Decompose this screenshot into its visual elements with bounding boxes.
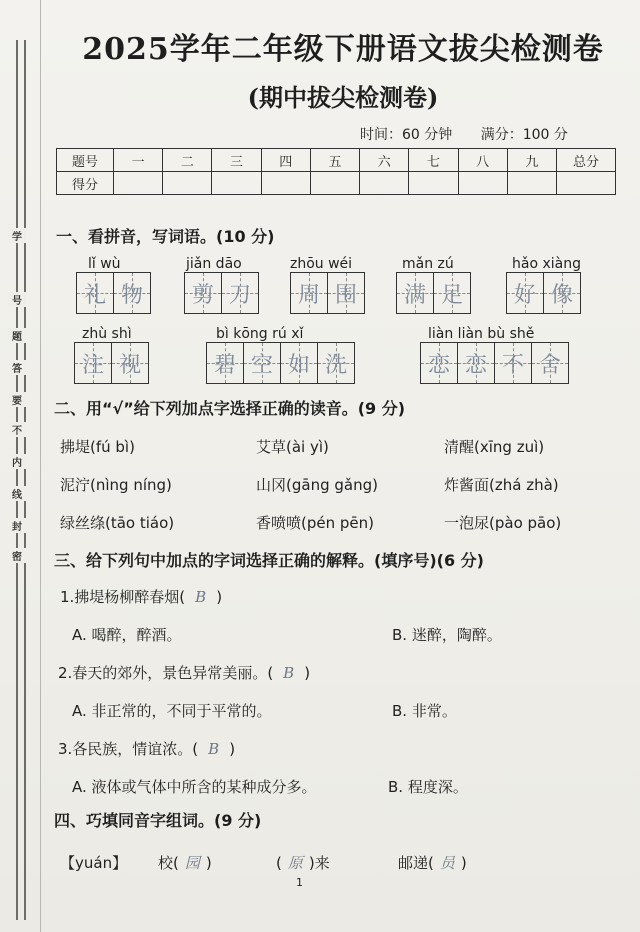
question-text: 3.各民族，情谊浓。(	[58, 740, 199, 758]
score-table-cell: 一	[114, 149, 163, 172]
score-table-cell: 八	[458, 149, 507, 172]
score-table-cell: 总分	[557, 149, 616, 172]
spine-char: 要	[8, 392, 26, 407]
handwritten-char: 足	[440, 282, 463, 308]
grid-cell	[397, 273, 434, 313]
grid-cell	[75, 343, 112, 383]
grid-cell	[222, 273, 258, 313]
handwritten-char: 礼	[83, 282, 106, 308]
score-input-cell[interactable]	[458, 172, 507, 195]
reading-choice-item[interactable]: 拂堤(fú bì)	[60, 438, 135, 456]
answer-field[interactable]: B	[283, 664, 295, 682]
score-row-label: 得分	[57, 172, 114, 195]
grid-cell	[77, 273, 114, 313]
score-input-cell[interactable]	[409, 172, 458, 195]
exam-info	[360, 124, 620, 144]
score-table-score-row	[57, 172, 616, 195]
handwritten-char: 碧	[213, 352, 236, 378]
grid-cell	[281, 343, 318, 383]
handwritten-char: 注	[81, 352, 104, 378]
grid-cell	[244, 343, 281, 383]
reading-choice-item[interactable]: 绿丝绦(tāo tiáo)	[60, 514, 175, 532]
char-grid[interactable]	[184, 272, 259, 314]
grid-cell	[112, 343, 148, 383]
score-input-cell[interactable]	[310, 172, 359, 195]
homophone-word-3	[398, 852, 467, 873]
grid-cell	[328, 273, 364, 313]
answer-field[interactable]: 园	[184, 854, 200, 872]
grid-cell	[185, 273, 222, 313]
handwritten-char: 不	[501, 352, 524, 378]
handwritten-char: 好	[513, 282, 536, 308]
answer-field[interactable]: B	[195, 588, 207, 606]
handwritten-char: 恋	[427, 352, 450, 378]
question-line	[60, 586, 222, 607]
score-input-cell[interactable]	[114, 172, 163, 195]
section3-heading: 三、给下列句中加点的字词选择正确的解释。(填序号)(6 分)	[54, 551, 484, 570]
score-table-cell: 二	[163, 149, 212, 172]
char-grid[interactable]	[506, 272, 581, 314]
score-table-cell: 四	[261, 149, 310, 172]
reading-choice-item[interactable]: 香喷喷(pén pēn)	[256, 514, 374, 532]
char-grid[interactable]	[290, 272, 365, 314]
reading-choice-item[interactable]: 泥泞(nìng níng)	[60, 476, 172, 494]
question-line	[58, 738, 235, 759]
spine-char: 线	[8, 486, 26, 501]
handwritten-char: 刀	[228, 282, 251, 308]
exam-title: 2025学年二年级下册语文拔尖检测卷	[82, 32, 604, 67]
pinyin: zhù shì	[82, 326, 132, 342]
char-grid[interactable]	[396, 272, 471, 314]
option-a: A. 喝醉，醉酒。	[72, 626, 182, 644]
pinyin: hǎo xiàng	[512, 256, 581, 272]
word-suffix: )	[205, 854, 212, 872]
word-prefix: (	[276, 854, 282, 872]
score-table-cell: 五	[310, 149, 359, 172]
handwritten-char: 舍	[538, 352, 561, 378]
handwritten-char: 视	[118, 352, 141, 378]
spine-char: 不	[8, 422, 26, 437]
grid-cell	[544, 273, 580, 313]
pinyin: lǐ wù	[88, 256, 121, 272]
grid-cell	[495, 343, 532, 383]
reading-choice-item[interactable]: 一泡尿(pào pāo)	[444, 514, 562, 532]
grid-cell	[114, 273, 150, 313]
handwritten-char: 像	[550, 282, 573, 308]
score-input-cell[interactable]	[507, 172, 556, 195]
question-close: )	[229, 740, 236, 758]
score-table-cell: 题号	[57, 149, 114, 172]
question-text: 2.春天的郊外，景色异常美丽。(	[58, 664, 274, 682]
reading-choice-item[interactable]: 清醒(xīng zuì)	[444, 438, 545, 456]
word-suffix: )来	[308, 854, 330, 872]
score-table	[56, 148, 616, 195]
answer-field[interactable]: B	[208, 740, 220, 758]
full-score: 满分：100 分	[480, 127, 568, 143]
grid-cell	[421, 343, 458, 383]
grid-cell	[507, 273, 544, 313]
handwritten-char: 满	[403, 282, 426, 308]
score-input-cell[interactable]	[212, 172, 261, 195]
score-table-header-row	[57, 149, 616, 172]
reading-choice-item[interactable]: 炸酱面(zhá zhà)	[444, 476, 559, 494]
pinyin: zhōu wéi	[290, 256, 353, 272]
option-a: A. 液体或气体中所含的某种成分多。	[72, 778, 317, 796]
option-b: B. 程度深。	[388, 778, 468, 796]
binding-margin	[0, 0, 41, 932]
handwritten-char: 物	[120, 282, 143, 308]
pinyin: jiǎn dāo	[186, 256, 242, 272]
handwritten-char: 如	[287, 352, 310, 378]
question-line	[58, 662, 310, 683]
question-close: )	[216, 588, 223, 606]
char-grid[interactable]	[420, 342, 569, 384]
section2-heading: 二、用“√”给下列加点字选择正确的读音。(9 分)	[54, 399, 406, 418]
binding-rail	[16, 40, 26, 920]
handwritten-char: 剪	[191, 282, 214, 308]
handwritten-char: 恋	[464, 352, 487, 378]
char-grid[interactable]	[206, 342, 355, 384]
question-text: 1.拂堤杨柳醉春烟(	[60, 588, 186, 606]
homophone-word-2	[276, 852, 330, 873]
word-suffix: )	[460, 854, 467, 872]
homophone-tag: 【yuán】	[60, 854, 128, 872]
char-grid[interactable]	[76, 272, 151, 314]
spine-char: 封	[8, 518, 26, 533]
score-table-cell: 七	[409, 149, 458, 172]
section4-heading: 四、巧填同音字组词。(9 分)	[54, 811, 262, 830]
time-limit: 时间：60 分钟	[360, 127, 453, 143]
spine-char: 号	[8, 292, 26, 307]
reading-choice-item[interactable]: 山冈(gāng gǎng)	[256, 476, 378, 494]
option-a: A. 非正常的，不同于平常的。	[72, 702, 272, 720]
word-prefix: 校(	[158, 854, 179, 872]
score-table-cell: 六	[360, 149, 409, 172]
option-b: B. 迷醉，陶醉。	[392, 626, 502, 644]
grid-cell	[458, 343, 495, 383]
pinyin: liàn liàn bù shě	[428, 326, 535, 342]
section1-heading: 一、看拼音，写词语。(10 分)	[56, 227, 275, 246]
option-b: B. 非常。	[392, 702, 457, 720]
score-input-cell[interactable]	[261, 172, 310, 195]
score-input-cell[interactable]	[163, 172, 212, 195]
handwritten-char: 空	[250, 352, 273, 378]
question-close: )	[304, 664, 311, 682]
spine-char: 密	[8, 548, 26, 563]
pinyin: mǎn zú	[402, 256, 454, 272]
spine-char: 答	[8, 360, 26, 375]
spine-char: 内	[8, 454, 26, 469]
score-table-cell: 九	[507, 149, 556, 172]
page-number: 1	[296, 876, 303, 889]
grid-cell	[291, 273, 328, 313]
answer-field[interactable]: 原	[287, 854, 303, 872]
score-input-cell[interactable]	[360, 172, 409, 195]
grid-cell	[318, 343, 354, 383]
exam-subtitle: (期中拔尖检测卷)	[247, 83, 439, 112]
spine-char: 题	[8, 328, 26, 343]
word-prefix: 邮递(	[398, 854, 434, 872]
score-input-cell[interactable]	[557, 172, 616, 195]
homophone-word-1	[158, 852, 212, 873]
char-grid[interactable]	[74, 342, 149, 384]
grid-cell	[207, 343, 244, 383]
handwritten-char: 周	[297, 282, 320, 308]
grid-cell	[532, 343, 568, 383]
score-table-cell: 三	[212, 149, 261, 172]
spine-char: 学	[8, 228, 26, 243]
answer-field[interactable]: 员	[439, 854, 455, 872]
grid-cell	[434, 273, 470, 313]
handwritten-char: 洗	[324, 352, 347, 378]
pinyin: bì kōng rú xǐ	[216, 326, 304, 342]
handwritten-char: 围	[334, 282, 357, 308]
reading-choice-item[interactable]: 艾草(ài yì)	[256, 438, 329, 456]
